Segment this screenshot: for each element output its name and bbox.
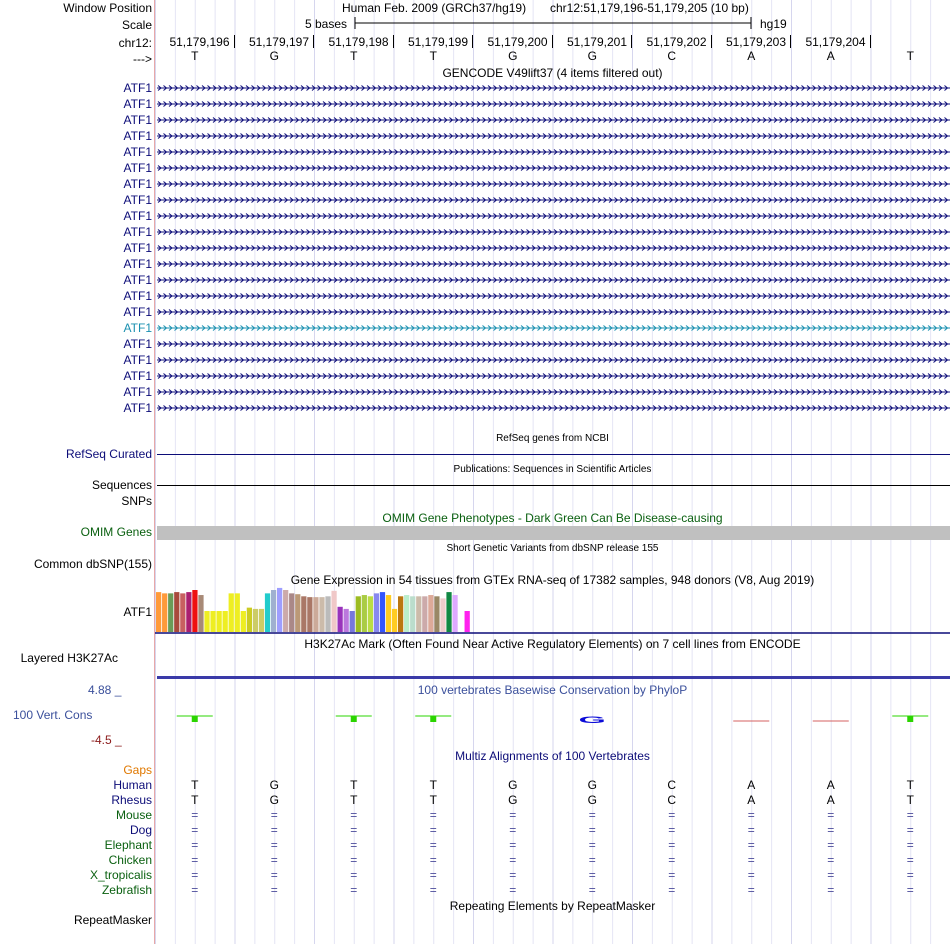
gencode-transcript-line[interactable] <box>157 226 950 238</box>
alignment-base: A <box>747 778 756 792</box>
alignment-base: = <box>827 838 835 852</box>
reference-base[interactable]: T <box>350 49 358 63</box>
alignment-base: = <box>270 868 278 882</box>
refseq-gene-line[interactable] <box>157 454 950 455</box>
gencode-transcript-label[interactable]: ATF1 <box>123 113 152 127</box>
gencode-transcript-line[interactable] <box>157 306 950 318</box>
gtex-tissue-bar[interactable] <box>459 595 464 632</box>
alignment-base: = <box>509 823 517 837</box>
cons-max-label: 4.88 _ <box>88 683 122 697</box>
gtex-tissue-bar[interactable] <box>392 609 397 632</box>
gtex-tissue-bar[interactable] <box>192 590 197 632</box>
gtex-tissue-bar[interactable] <box>168 593 173 632</box>
gencode-transcript-label[interactable]: ATF1 <box>123 369 152 383</box>
gtex-tissue-bar[interactable] <box>283 590 288 632</box>
refseq-label[interactable]: RefSeq Curated <box>65 447 152 461</box>
scale-label: Scale <box>121 18 152 32</box>
coordinate-tick <box>631 35 632 48</box>
alignment-base: = <box>270 853 278 867</box>
alignment-base: = <box>191 868 199 882</box>
gencode-transcript-line[interactable] <box>157 146 950 158</box>
gencode-transcript-label[interactable]: ATF1 <box>123 257 152 271</box>
gtex-tissue-bar[interactable] <box>265 593 270 632</box>
gtex-tissue-bar[interactable] <box>198 595 203 632</box>
scale-text: 5 bases <box>305 17 348 31</box>
alignment-base: = <box>906 883 914 897</box>
alignment-base: = <box>588 853 596 867</box>
gencode-transcript-label[interactable]: ATF1 <box>123 401 152 415</box>
coordinate-tick-label: 51,179,197 <box>248 35 309 49</box>
strand-label: ---> <box>133 52 152 66</box>
alignment-base: = <box>668 868 676 882</box>
alignment-base: = <box>906 823 914 837</box>
gtex-tissue-bar[interactable] <box>428 595 433 632</box>
gtex-tissue-bar[interactable] <box>186 592 191 632</box>
alignment-base: = <box>906 808 914 822</box>
alignment-base: G <box>587 778 597 792</box>
gencode-transcript-line[interactable] <box>157 274 950 286</box>
gtex-tissue-bar[interactable] <box>307 597 312 632</box>
species-label[interactable]: Human <box>113 778 152 792</box>
publications-track-title: Publications: Sequences in Scientific Articles <box>453 464 652 475</box>
species-label[interactable]: X_tropicalis <box>89 868 152 882</box>
gtex-tissue-bar[interactable] <box>204 611 209 632</box>
reference-base[interactable]: T <box>906 49 914 63</box>
gencode-transcript-line[interactable] <box>157 82 950 94</box>
reference-base[interactable]: G <box>587 49 597 63</box>
gencode-transcript-line[interactable] <box>157 162 950 174</box>
coordinate-tick <box>393 35 394 48</box>
gencode-transcript-line[interactable] <box>157 338 950 350</box>
gtex-tissue-bar[interactable] <box>313 597 318 632</box>
gtex-tissue-bar[interactable] <box>295 594 300 632</box>
gtex-tissue-bar[interactable] <box>325 596 330 632</box>
alignment-base: = <box>350 838 358 852</box>
gtex-tissue-bar[interactable] <box>247 608 252 632</box>
gencode-transcript-line[interactable] <box>157 322 950 334</box>
gtex-tissue-bar[interactable] <box>271 590 276 632</box>
alignment-base: T <box>350 778 358 792</box>
alignment-base: = <box>509 883 517 897</box>
h3k27ac-signal-band[interactable] <box>157 676 950 679</box>
gtex-tissue-bar[interactable] <box>410 596 415 632</box>
species-label[interactable]: Rhesus <box>111 793 152 807</box>
gencode-transcript-label[interactable]: ATF1 <box>123 209 152 223</box>
gencode-transcript-line[interactable] <box>157 130 950 142</box>
alignment-base: = <box>429 823 437 837</box>
scale-bar <box>350 16 755 32</box>
dbsnp-label[interactable]: Common dbSNP(155) <box>33 557 152 571</box>
gtex-tissue-bar[interactable] <box>440 598 445 632</box>
reference-base[interactable]: T <box>429 49 437 63</box>
cons-min-label: -4.5 _ <box>91 733 122 747</box>
alignment-base: = <box>429 853 437 867</box>
gtex-tissue-bar[interactable] <box>362 595 367 632</box>
gtex-tissue-bar[interactable] <box>446 592 451 632</box>
publication-sequence-line[interactable] <box>157 485 950 486</box>
coordinate-tick-label: 51,179,201 <box>566 35 627 49</box>
db-text: hg19 <box>760 17 787 31</box>
gencode-transcript-label[interactable]: ATF1 <box>123 385 152 399</box>
alignment-base: T <box>191 778 199 792</box>
alignment-base: C <box>667 778 677 792</box>
alignment-base: T <box>191 793 199 807</box>
alignment-base: = <box>747 868 755 882</box>
gtex-tissue-bar[interactable] <box>217 611 222 632</box>
gtex-tissue-bar[interactable] <box>289 593 294 632</box>
gtex-tissue-bar[interactable] <box>223 611 228 632</box>
coordinate-tick-label: 51,179,196 <box>169 35 230 49</box>
alignment-base: = <box>509 853 517 867</box>
gencode-transcript-line[interactable] <box>157 210 950 222</box>
alignment-base: = <box>191 823 199 837</box>
gencode-transcript-label[interactable]: ATF1 <box>123 81 152 95</box>
conservation-pos-block[interactable] <box>907 716 913 722</box>
alignment-base: G <box>508 778 518 792</box>
alignment-base: = <box>668 838 676 852</box>
alignment-base: = <box>429 808 437 822</box>
alignment-base: C <box>667 793 677 807</box>
gtex-tissue-bar[interactable] <box>235 593 240 632</box>
gtex-tissue-bar[interactable] <box>368 596 373 632</box>
gencode-transcript-label[interactable]: ATF1 <box>123 321 152 335</box>
alignment-base: = <box>270 823 278 837</box>
alignment-base: G <box>269 778 279 792</box>
alignment-base: = <box>270 838 278 852</box>
alignment-base: = <box>270 883 278 897</box>
alignment-base: T <box>906 778 914 792</box>
coordinate-tick-label: 51,179,200 <box>487 35 548 49</box>
coordinate-tick <box>472 35 473 48</box>
alignment-base: = <box>191 853 199 867</box>
gencode-transcript-label[interactable]: ATF1 <box>123 97 152 111</box>
alignment-base: = <box>747 823 755 837</box>
alignment-base: = <box>509 868 517 882</box>
gtex-tissue-bar[interactable] <box>210 611 215 632</box>
gtex-tissue-bar[interactable] <box>174 592 179 632</box>
reference-base[interactable]: T <box>191 49 199 63</box>
gencode-transcript-line[interactable] <box>157 258 950 270</box>
gtex-tissue-bar[interactable] <box>253 609 258 632</box>
gencode-transcript-label[interactable]: ATF1 <box>123 289 152 303</box>
coordinate-tick <box>711 35 712 48</box>
reference-base[interactable]: A <box>826 49 835 63</box>
alignment-base: = <box>588 838 596 852</box>
gencode-transcript-line[interactable] <box>157 402 950 414</box>
alignment-base: T <box>906 793 914 807</box>
coordinate-tick-label: 51,179,203 <box>725 35 786 49</box>
dbsnp-track-title: Short Genetic Variants from dbSNP release 155 <box>446 543 659 554</box>
alignment-base: = <box>509 838 517 852</box>
gtex-tissue-bar[interactable] <box>338 607 343 632</box>
alignment-base: A <box>826 778 835 792</box>
gtex-tissue-bar[interactable] <box>404 595 409 632</box>
gencode-transcript-label[interactable]: ATF1 <box>123 145 152 159</box>
alignment-base: = <box>350 823 358 837</box>
gencode-transcript-line[interactable] <box>157 386 950 398</box>
gencode-transcript-line[interactable] <box>157 98 950 110</box>
gencode-transcript-label[interactable]: ATF1 <box>123 129 152 143</box>
coordinate-tick-label: 51,179,204 <box>805 35 866 49</box>
gencode-transcript-label[interactable]: ATF1 <box>123 193 152 207</box>
alignment-base: = <box>827 883 835 897</box>
gtex-tissue-bar[interactable] <box>229 593 234 632</box>
alignment-base: = <box>509 808 517 822</box>
alignment-base: = <box>668 808 676 822</box>
alignment-base: = <box>906 853 914 867</box>
gtex-tissue-bar[interactable] <box>259 609 264 632</box>
sequences-label[interactable]: Sequences <box>91 478 152 492</box>
coordinate-tick <box>552 35 553 48</box>
gtex-tissue-bar[interactable] <box>162 593 167 632</box>
alignment-base: = <box>668 853 676 867</box>
gencode-transcript-label[interactable]: ATF1 <box>123 305 152 319</box>
gtex-tissue-bar[interactable] <box>434 596 439 632</box>
alignment-base: A <box>747 793 756 807</box>
gtex-tissue-bar[interactable] <box>241 611 246 632</box>
alignment-base: = <box>588 868 596 882</box>
refseq-track-title: RefSeq genes from NCBI <box>496 433 609 444</box>
coordinate-tick <box>313 35 314 48</box>
chrom-label: chr12: <box>118 36 152 50</box>
h3k27ac-label[interactable]: Layered H3K27Ac <box>20 651 118 665</box>
window-position-label: Window Position <box>63 1 152 15</box>
alignment-base: = <box>906 868 914 882</box>
gtex-tissue-bar[interactable] <box>380 592 385 632</box>
coordinate-tick <box>234 35 235 48</box>
coordinate-tick-label: 51,179,198 <box>328 35 389 49</box>
gencode-transcript-label[interactable]: ATF1 <box>123 177 152 191</box>
gencode-transcript-line[interactable] <box>157 370 950 382</box>
conservation-pos-block[interactable] <box>430 716 436 722</box>
alignment-base: = <box>747 853 755 867</box>
conservation-base-logo[interactable]: G <box>578 715 606 726</box>
gtex-tissue-bar[interactable] <box>344 609 349 632</box>
alignment-base: = <box>747 838 755 852</box>
gtex-tissue-bar[interactable] <box>422 596 427 632</box>
gtex-tissue-bar[interactable] <box>331 591 336 632</box>
species-label[interactable]: Dog <box>129 823 152 837</box>
assembly-text: Human Feb. 2009 (GRCh37/hg19) <box>342 1 527 15</box>
gtex-tissue-bar[interactable] <box>465 611 470 632</box>
reference-base[interactable]: C <box>667 49 677 63</box>
gencode-transcript-line[interactable] <box>157 178 950 190</box>
gencode-transcript-label[interactable]: ATF1 <box>123 273 152 287</box>
alignment-base: = <box>191 883 199 897</box>
alignment-base: = <box>350 868 358 882</box>
gtex-tissue-bar[interactable] <box>301 596 306 632</box>
gtex-tissue-bar[interactable] <box>386 595 391 632</box>
gencode-transcript-line[interactable] <box>157 354 950 366</box>
gtex-tissue-bar[interactable] <box>374 593 379 632</box>
alignment-base: = <box>747 808 755 822</box>
gtex-tissue-bar[interactable] <box>319 597 324 632</box>
gtex-tissue-bar[interactable] <box>356 596 361 632</box>
species-label[interactable]: Elephant <box>104 838 152 852</box>
gencode-track-title: GENCODE V49lift37 (4 items filtered out) <box>442 66 663 80</box>
h3k27ac-track-title: H3K27Ac Mark (Often Found Near Active Regulatory Elements) on 7 cell lines from ENCODE <box>304 637 801 651</box>
alignment-base: = <box>747 883 755 897</box>
alignment-base: = <box>827 808 835 822</box>
conservation-pos-block[interactable] <box>192 716 198 722</box>
alignment-base: T <box>429 793 437 807</box>
gencode-transcript-label[interactable]: ATF1 <box>123 225 152 239</box>
alignment-base: = <box>668 823 676 837</box>
alignment-base: T <box>429 778 437 792</box>
gencode-transcript-label[interactable]: ATF1 <box>123 161 152 175</box>
alignment-base: G <box>269 793 279 807</box>
alignment-base: = <box>588 823 596 837</box>
species-label[interactable]: Mouse <box>115 808 152 822</box>
gencode-transcript-label[interactable]: ATF1 <box>123 241 152 255</box>
alignment-base: = <box>588 808 596 822</box>
alignment-base: = <box>191 838 199 852</box>
conservation-label[interactable]: 100 Vert. Cons <box>13 708 93 722</box>
alignment-base: = <box>827 868 835 882</box>
coordinate-tick <box>790 35 791 48</box>
conservation-plot[interactable] <box>155 700 950 740</box>
gencode-transcript-line[interactable] <box>157 290 950 302</box>
gencode-transcript-label[interactable]: ATF1 <box>123 353 152 367</box>
omim-track-title: OMIM Gene Phenotypes - Dark Green Can Be Disease-causing <box>382 511 723 525</box>
species-label[interactable]: Zebrafish <box>101 883 152 897</box>
reference-base[interactable]: A <box>747 49 756 63</box>
alignment-base: G <box>587 793 597 807</box>
coordinate-tick-label: 51,179,199 <box>407 35 468 49</box>
gaps-label[interactable]: Gaps <box>123 763 152 777</box>
gencode-transcript-line[interactable] <box>157 242 950 254</box>
reference-base[interactable]: G <box>508 49 518 63</box>
alignment-base: = <box>588 883 596 897</box>
alignment-base: A <box>826 793 835 807</box>
conservation-pos-block[interactable] <box>351 716 357 722</box>
alignment-base: = <box>350 808 358 822</box>
alignment-base: = <box>350 883 358 897</box>
snps-label[interactable]: SNPs <box>121 494 152 508</box>
gencode-transcript-label[interactable]: ATF1 <box>123 337 152 351</box>
coordinate-tick <box>870 35 871 48</box>
alignment-base: = <box>429 883 437 897</box>
alignment-base: = <box>191 808 199 822</box>
gtex-tissue-bar[interactable] <box>452 595 457 632</box>
gtex-tissue-bar[interactable] <box>277 588 282 632</box>
gtex-tissue-bar[interactable] <box>416 596 421 632</box>
alignment-base: T <box>350 793 358 807</box>
gtex-track-title: Gene Expression in 54 tissues from GTEx RNA-seq of 17382 samples, 948 donors (V8, Aug 2019) <box>290 573 815 587</box>
repeatmasker-label[interactable]: RepeatMasker <box>73 913 152 927</box>
gtex-gene-label[interactable]: ATF1 <box>123 605 152 619</box>
alignment-base: G <box>508 793 518 807</box>
alignment-base: = <box>429 838 437 852</box>
coordinate-tick-label: 51,179,202 <box>646 35 707 49</box>
multiz-track-title: Multiz Alignments of 100 Vertebrates <box>455 749 650 763</box>
omim-label[interactable]: OMIM Genes <box>80 525 152 539</box>
alignment-base: = <box>668 883 676 897</box>
gtex-expression-chart[interactable] <box>155 586 950 636</box>
gencode-transcript-line[interactable] <box>157 194 950 206</box>
alignment-base: = <box>827 823 835 837</box>
gtex-tissue-bar[interactable] <box>156 592 161 632</box>
alignment-base: = <box>827 853 835 867</box>
gencode-transcript-line[interactable] <box>157 114 950 126</box>
alignment-base: = <box>350 853 358 867</box>
reference-base[interactable]: G <box>269 49 279 63</box>
alignment-base: = <box>429 868 437 882</box>
repeatmasker-track-title: Repeating Elements by RepeatMasker <box>449 899 656 913</box>
position-text: chr12:51,179,196-51,179,205 (10 bp) <box>550 1 749 15</box>
gtex-tissue-bar[interactable] <box>398 596 403 632</box>
species-label[interactable]: Chicken <box>108 853 152 867</box>
gtex-tissue-bar[interactable] <box>350 611 355 632</box>
conservation-track-title: 100 vertebrates Basewise Conservation by PhyloP <box>417 683 688 697</box>
alignment-base: = <box>270 808 278 822</box>
gtex-tissue-bar[interactable] <box>180 593 185 632</box>
omim-phenotype-bar[interactable] <box>157 526 950 540</box>
alignment-base: = <box>906 838 914 852</box>
